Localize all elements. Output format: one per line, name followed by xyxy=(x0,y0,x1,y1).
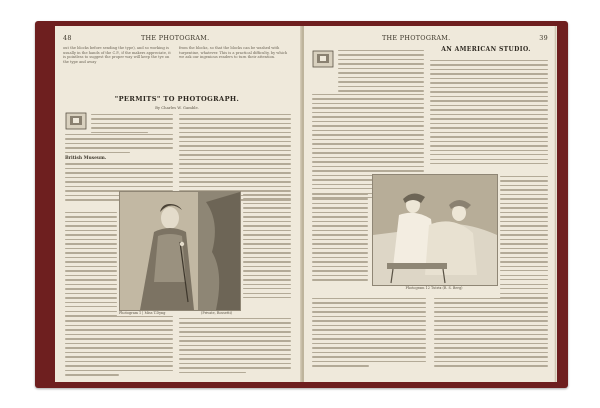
article-title: "PERMITS" TO PHOTOGRAPH. xyxy=(114,95,240,103)
right-running-head: THE PHOTOGRAM. xyxy=(382,34,451,42)
right-col1-top-text xyxy=(338,50,424,95)
portrait-photograph xyxy=(119,191,241,311)
left-col2-narrow-text xyxy=(243,194,291,302)
left-page-number: 48 xyxy=(63,34,72,42)
studio-photograph xyxy=(372,174,498,286)
page-edge xyxy=(554,26,557,382)
left-page xyxy=(55,26,303,382)
right-bottom-text xyxy=(312,298,548,370)
left-top-text-col1: out the blocks before sending the type), and so working is usually in the hands of the C.P., if the makers appreciate, it is pointless to suggest the proper way will keep the tye on the type and away xyxy=(63,46,171,64)
subhead-british-museum: British Museum. xyxy=(65,156,107,162)
right-col1-narrow-text xyxy=(312,194,368,284)
left-col1-bottom-text xyxy=(65,316,173,379)
right-col2-narrow-text xyxy=(500,176,548,302)
left-top-text-col2: from the blocks, so that the blocks can be washed with turpentine, whatever. This is a practical difficulty, by which we ask our ingenious readers to turn their attention. xyxy=(179,46,288,60)
article-byline: By Charles W. Gamble. xyxy=(155,105,199,110)
ornamental-initial-icon-right xyxy=(312,50,334,68)
left-col1-narrow-text xyxy=(65,212,117,320)
right-col2-text xyxy=(430,60,548,168)
left-col2-bottom-text xyxy=(179,318,291,376)
photo-caption-left: Photogram 1 | Miss T.Dyng xyxy=(119,311,166,315)
studio-photo-caption: Photogram 12 Tutrix (R. S. Berg) xyxy=(405,286,463,290)
book-spread xyxy=(35,21,568,388)
photo-caption-right: (Private, Rossetti) xyxy=(201,311,232,315)
right-page-number: 39 xyxy=(539,34,548,42)
left-running-head: THE PHOTOGRAM. xyxy=(141,34,210,42)
right-article-title: AN AMERICAN STUDIO. xyxy=(441,46,531,53)
right-page xyxy=(304,26,557,382)
ornamental-initial-icon xyxy=(65,112,87,130)
